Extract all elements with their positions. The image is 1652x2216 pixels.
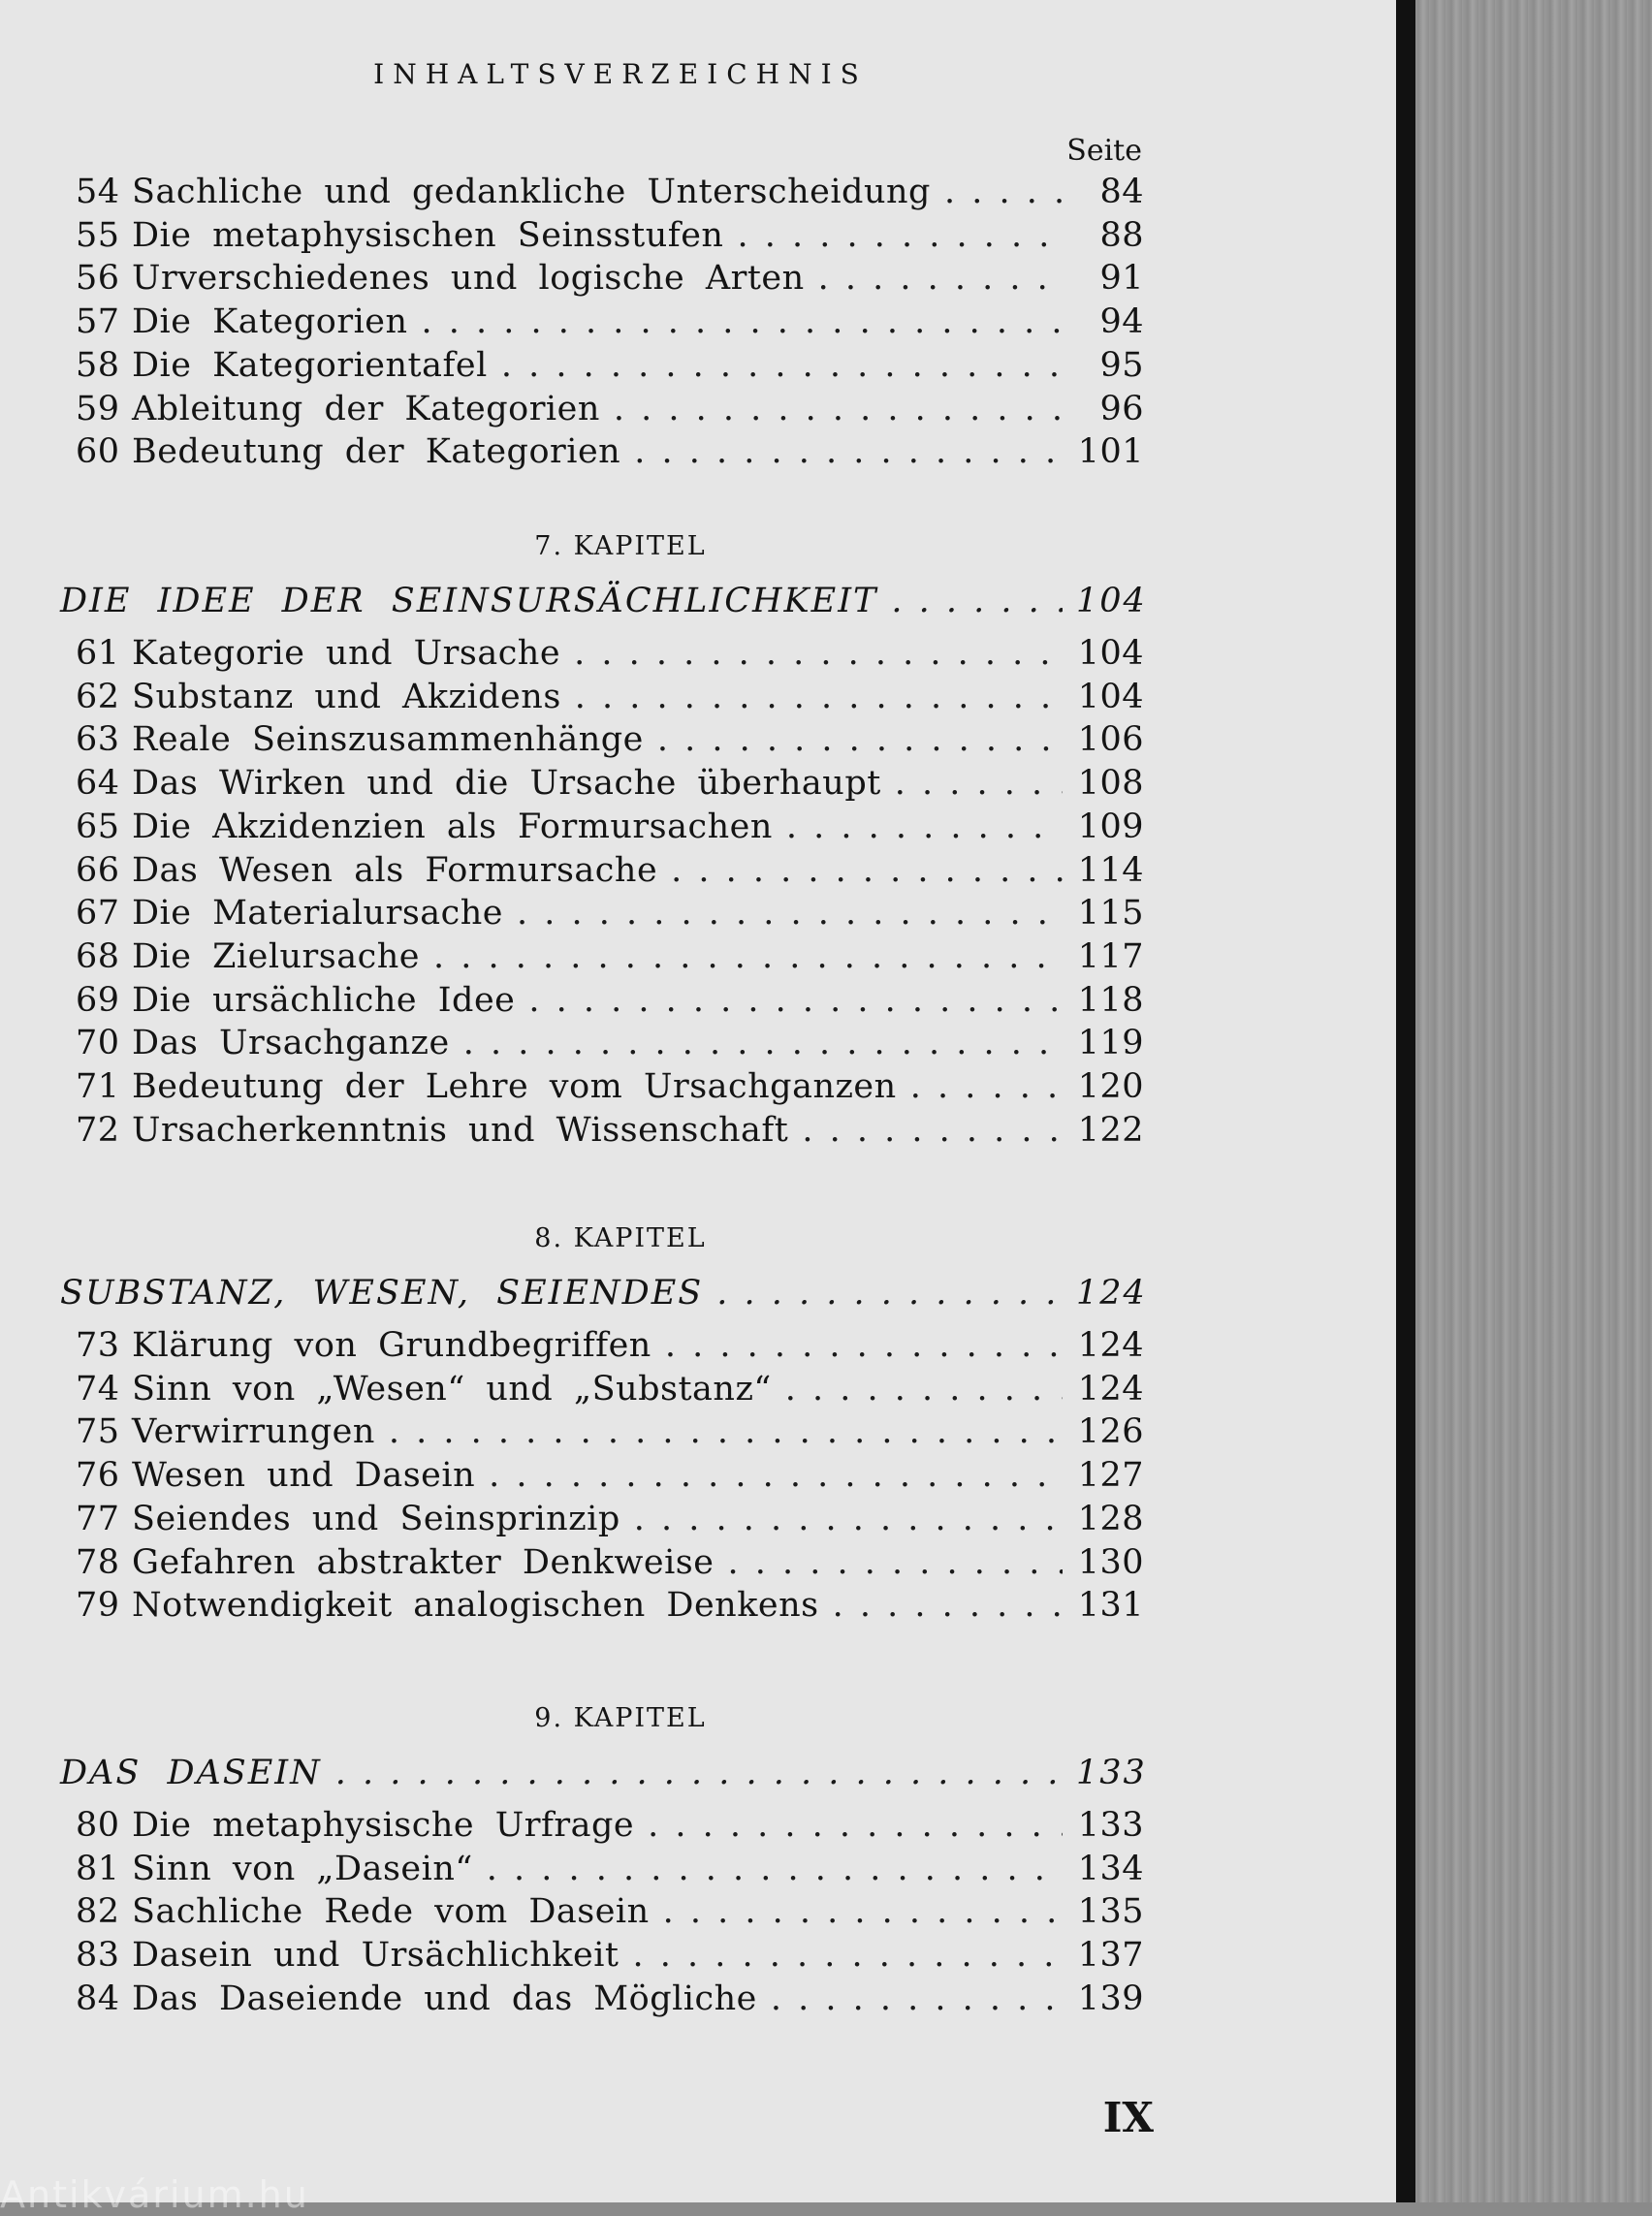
- chapter-title-row: [60, 1754, 1147, 1796]
- dot-leader: [895, 764, 1063, 803]
- entry-number: 56: [76, 259, 120, 299]
- entry-title: Das Ursachganze: [132, 1024, 450, 1063]
- entry-page: 96: [1099, 389, 1144, 428]
- toc-entry: [76, 390, 1144, 432]
- dot-leader: [575, 678, 1063, 716]
- entry-page: 124: [1077, 1369, 1144, 1409]
- watermark: Antikvárium.hu: [0, 2173, 309, 2216]
- toc-entry: [76, 981, 1144, 1024]
- toc-entry: [76, 302, 1144, 345]
- dot-leader: [487, 1850, 1063, 1888]
- entry-title: Klärung von Grundbegriffen: [132, 1326, 651, 1365]
- entry-number: 75: [76, 1412, 120, 1452]
- dot-leader: [489, 1456, 1063, 1495]
- dot-leader: [517, 894, 1063, 933]
- seite-label: Seite: [1066, 134, 1142, 168]
- dot-leader: [634, 432, 1063, 471]
- entry-page: 95: [1099, 345, 1144, 385]
- toc-entry: [76, 1370, 1144, 1412]
- entry-title: Das Wesen als Formursache: [132, 850, 658, 890]
- dot-leader: [501, 346, 1063, 385]
- entry-title: Ursacherkenntnis und Wissenschaft: [132, 1110, 789, 1150]
- dot-leader: [528, 981, 1063, 1020]
- entry-page: 120: [1077, 1067, 1144, 1106]
- entry-page: 127: [1077, 1456, 1144, 1496]
- toc-entry: [76, 259, 1144, 301]
- entry-title: Die Akzidenzien als Formursachen: [132, 807, 773, 846]
- entry-title: Gefahren abstrakter Denkweise: [132, 1542, 715, 1582]
- entry-page: 104: [1077, 634, 1144, 673]
- entry-number: 73: [76, 1326, 120, 1365]
- dot-leader: [614, 390, 1063, 428]
- chapter-title: DIE IDEE DER SEINSURSÄCHLICHKEIT: [60, 582, 878, 620]
- entry-page: 118: [1077, 980, 1144, 1020]
- chapter-title-row: [60, 1274, 1147, 1316]
- chapter-title: SUBSTANZ, WESEN, SEIENDES: [60, 1274, 704, 1313]
- toc-entry: [76, 1024, 1144, 1066]
- entry-page: 115: [1077, 894, 1144, 934]
- entry-number: 63: [76, 720, 120, 760]
- dot-leader: [671, 851, 1063, 890]
- entry-page: 131: [1077, 1586, 1144, 1626]
- entry-title: Ableitung der Kategorien: [132, 389, 600, 428]
- background-surface: [1396, 0, 1652, 2202]
- chapter-title: DAS DASEIN: [60, 1754, 322, 1792]
- entry-number: 61: [76, 634, 120, 673]
- toc-entry: [76, 1412, 1144, 1455]
- entry-page: 124: [1076, 1274, 1147, 1313]
- page-number: IX: [1102, 2094, 1154, 2141]
- dot-leader: [634, 1500, 1063, 1538]
- toc-entry: [76, 937, 1144, 980]
- dot-leader: [771, 1979, 1063, 2018]
- dot-leader: [422, 302, 1063, 341]
- toc-entry: [76, 1500, 1144, 1542]
- entry-page: 135: [1077, 1892, 1144, 1932]
- dot-leader: [833, 1586, 1063, 1625]
- entry-page: 106: [1077, 720, 1144, 760]
- toc-entry: [76, 216, 1144, 259]
- entry-number: 65: [76, 807, 120, 846]
- chapter-label: 8. KAPITEL: [534, 1223, 707, 1253]
- entry-number: 69: [76, 980, 120, 1020]
- entry-title: Die metaphysische Urfrage: [132, 1806, 635, 1845]
- toc-entry: [76, 1806, 1144, 1849]
- entry-page: 91: [1099, 259, 1144, 299]
- dot-leader: [463, 1024, 1063, 1062]
- toc-entry: [76, 1979, 1144, 2022]
- toc-entry: [76, 346, 1144, 389]
- entry-number: 67: [76, 894, 120, 934]
- entry-page: 122: [1077, 1110, 1144, 1150]
- toc-entry: [76, 894, 1144, 936]
- entry-page: 104: [1076, 582, 1147, 620]
- entry-title: Sachliche Rede vom Dasein: [132, 1892, 650, 1932]
- entry-number: 66: [76, 850, 120, 890]
- dot-leader: [716, 1274, 1063, 1313]
- entry-number: 76: [76, 1456, 120, 1496]
- entry-page: 117: [1077, 936, 1144, 976]
- toc-entry: [76, 432, 1144, 475]
- entry-title: Dasein und Ursächlichkeit: [132, 1936, 620, 1976]
- toc-entry: [76, 807, 1144, 850]
- entry-title: Seiendes und Seinsprinzip: [132, 1499, 620, 1538]
- toc-entry: [76, 1586, 1144, 1629]
- entry-page: 101: [1077, 432, 1144, 472]
- entry-title: Bedeutung der Kategorien: [132, 432, 621, 472]
- dot-leader: [910, 1067, 1063, 1106]
- dot-leader: [633, 1936, 1064, 1975]
- dot-leader: [786, 807, 1063, 846]
- entry-title: Die metaphysischen Seinsstufen: [132, 215, 724, 255]
- entry-number: 54: [76, 173, 120, 211]
- entry-title: Die Zielursache: [132, 936, 420, 976]
- entry-title: Sachliche und gedankliche Unterscheidung: [132, 173, 931, 211]
- chapter-title-row: [60, 582, 1147, 624]
- entry-title: Sinn von „Wesen“ und „Substanz“: [132, 1369, 772, 1409]
- entry-page: 134: [1077, 1849, 1144, 1888]
- entry-number: 64: [76, 764, 120, 804]
- entry-title: Notwendigkeit analogischen Denkens: [132, 1586, 819, 1626]
- entry-title: Bedeutung der Lehre vom Ursachganzen: [132, 1067, 897, 1106]
- entry-number: 58: [76, 345, 120, 385]
- entry-title: Wesen und Dasein: [132, 1456, 476, 1496]
- entry-page: 119: [1077, 1024, 1144, 1063]
- dot-leader: [663, 1892, 1063, 1931]
- entry-page: 126: [1077, 1412, 1144, 1452]
- dot-leader: [574, 634, 1063, 673]
- toc-entry: [76, 1850, 1144, 1892]
- entry-number: 72: [76, 1110, 120, 1150]
- toc-entry: [76, 851, 1144, 894]
- toc-entry: [76, 1067, 1144, 1110]
- entry-title: Die Kategorien: [132, 302, 408, 342]
- entry-page: 130: [1077, 1542, 1144, 1582]
- chapter-label: 9. KAPITEL: [534, 1703, 707, 1733]
- dot-leader: [665, 1326, 1063, 1365]
- chapter-label: 7. KAPITEL: [534, 531, 707, 561]
- entry-page: 137: [1077, 1936, 1144, 1976]
- entry-number: 83: [76, 1936, 120, 1976]
- entry-number: 77: [76, 1499, 120, 1538]
- dot-leader: [737, 216, 1063, 255]
- entry-number: 84: [76, 1979, 120, 2018]
- entry-number: 70: [76, 1024, 120, 1063]
- toc-entry: [76, 173, 1144, 215]
- toc-entry: [76, 678, 1144, 720]
- entry-number: 81: [76, 1849, 120, 1888]
- entry-number: 78: [76, 1542, 120, 1582]
- entry-title: Sinn von „Dasein“: [132, 1849, 473, 1888]
- dot-leader: [727, 1543, 1063, 1582]
- toc-entry: [76, 764, 1144, 807]
- entry-title: Die Kategorientafel: [132, 345, 488, 385]
- entry-number: 55: [76, 215, 120, 255]
- toc-entry: [76, 1543, 1144, 1586]
- entry-page: 108: [1077, 764, 1144, 804]
- dot-leader: [657, 720, 1063, 759]
- entry-number: 62: [76, 677, 120, 716]
- entry-title: Die Materialursache: [132, 894, 504, 934]
- entry-page: 133: [1076, 1754, 1147, 1792]
- entry-number: 59: [76, 389, 120, 428]
- toc-entry: [76, 1936, 1144, 1979]
- dot-leader: [944, 173, 1063, 211]
- dot-leader: [433, 937, 1063, 976]
- toc-entry: [76, 1111, 1144, 1154]
- entry-title: Substanz und Akzidens: [132, 677, 561, 716]
- entry-number: 68: [76, 936, 120, 976]
- entry-page: 109: [1077, 807, 1144, 846]
- entry-page: 94: [1099, 302, 1144, 342]
- entry-page: 88: [1099, 215, 1144, 255]
- entry-title: Reale Seinszusammenhänge: [132, 720, 644, 760]
- dot-leader: [648, 1806, 1063, 1845]
- dot-leader: [389, 1412, 1063, 1451]
- entry-page: 128: [1077, 1499, 1144, 1538]
- dot-leader: [335, 1754, 1063, 1792]
- entry-number: 57: [76, 302, 120, 342]
- dot-leader: [785, 1370, 1063, 1409]
- entry-page: 139: [1077, 1979, 1144, 2018]
- dot-leader: [891, 582, 1063, 620]
- entry-page: 84: [1099, 173, 1144, 211]
- entry-title: Kategorie und Ursache: [132, 634, 561, 673]
- entry-number: 82: [76, 1892, 120, 1932]
- entry-page: 124: [1077, 1326, 1144, 1365]
- toc-entry: [76, 634, 1144, 677]
- toc-entry: [76, 720, 1144, 763]
- entry-number: 71: [76, 1067, 120, 1106]
- entry-number: 79: [76, 1586, 120, 1626]
- entry-title: Verwirrungen: [132, 1412, 375, 1452]
- entry-number: 60: [76, 432, 120, 472]
- entry-page: 104: [1077, 677, 1144, 716]
- toc-entry: [76, 1456, 1144, 1499]
- toc-entry: [76, 1326, 1144, 1369]
- entry-title: Die ursächliche Idee: [132, 980, 516, 1020]
- running-title: INHALTSVERZEICHNIS: [373, 58, 868, 90]
- entry-number: 80: [76, 1806, 120, 1845]
- toc-entry: [76, 1892, 1144, 1935]
- dot-leader: [802, 1111, 1063, 1150]
- entry-number: 74: [76, 1369, 120, 1409]
- entry-page: 133: [1077, 1806, 1144, 1845]
- dot-leader: [818, 259, 1063, 298]
- entry-title: Urverschiedenes und logische Arten: [132, 259, 805, 299]
- entry-title: Das Wirken und die Ursache überhaupt: [132, 764, 881, 804]
- entry-title: Das Daseiende und das Mögliche: [132, 1979, 757, 2018]
- entry-page: 114: [1077, 850, 1144, 890]
